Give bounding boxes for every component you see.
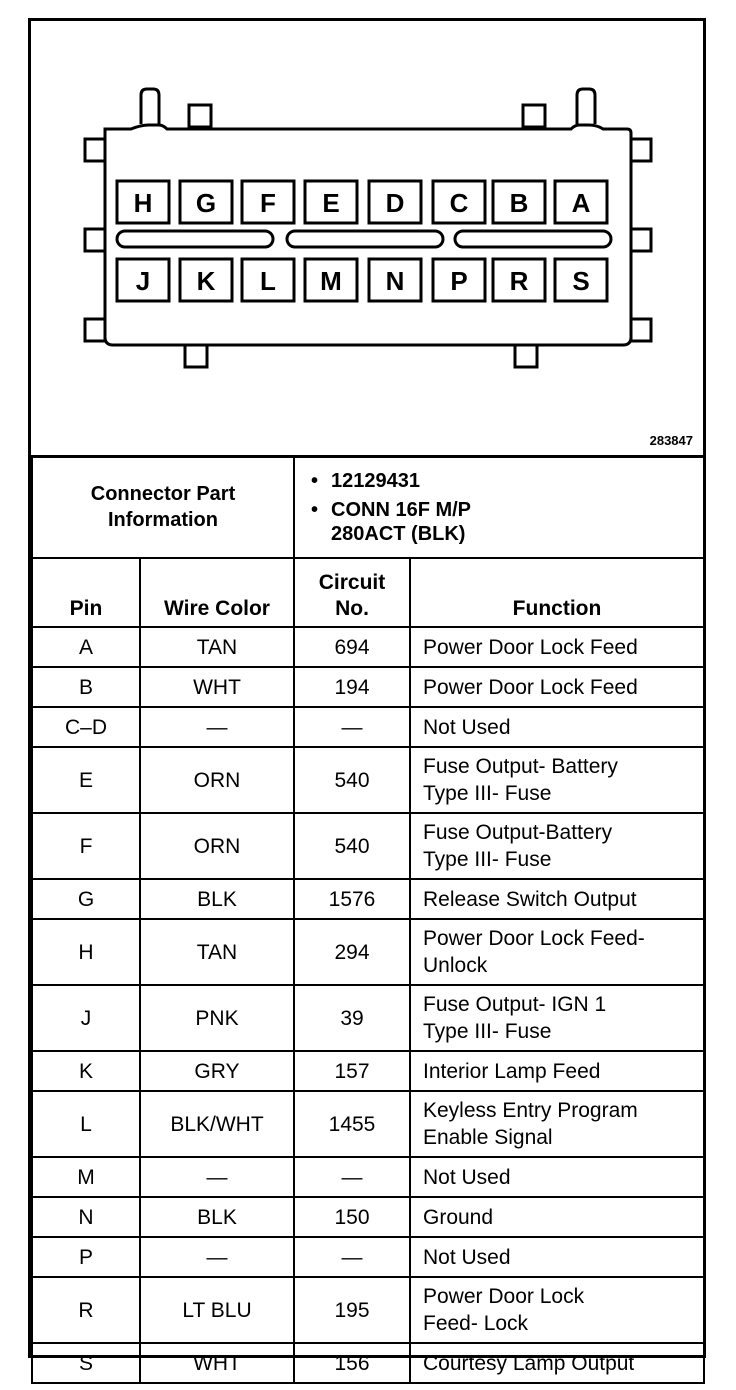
pin-cell: J xyxy=(32,985,140,1051)
circuit-cell: 194 xyxy=(294,667,410,707)
function-cell xyxy=(410,1091,704,1157)
pin-cell: S xyxy=(32,1343,140,1383)
function-line1: Interior Lamp Feed xyxy=(423,1059,601,1083)
function-cell xyxy=(410,667,704,707)
function-line1: Not Used xyxy=(423,715,511,739)
table-row xyxy=(32,667,704,707)
function-line1: Courtesy Lamp Output xyxy=(423,1351,635,1375)
header-pin: Pin xyxy=(32,558,140,627)
function-line2: Feed- Lock xyxy=(423,1312,529,1335)
wire-color-cell: WHT xyxy=(140,667,294,707)
wire-color-cell: PNK xyxy=(140,985,294,1051)
function-line2: Type III- Fuse xyxy=(423,782,552,805)
cavity-label: L xyxy=(260,266,276,296)
cavity-label: N xyxy=(385,266,405,296)
function-cell xyxy=(410,813,704,879)
table-row xyxy=(32,985,704,1051)
function-cell xyxy=(410,1343,704,1383)
circuit-cell: 39 xyxy=(294,985,410,1051)
function-line1: Release Switch Output xyxy=(423,887,637,911)
table-row xyxy=(32,1051,704,1091)
cavity-label: E xyxy=(322,188,340,218)
wire-color-cell: WHT xyxy=(140,1343,294,1383)
function-line2: Type III- Fuse xyxy=(423,848,552,871)
function-line1: Fuse Output- Battery xyxy=(423,755,618,778)
pin-cell: H xyxy=(32,919,140,985)
function-cell xyxy=(410,1051,704,1091)
wire-color-cell: — xyxy=(140,707,294,747)
cavity-label: P xyxy=(450,266,468,296)
wire-color-cell: LT BLU xyxy=(140,1277,294,1343)
cavity-label: A xyxy=(571,188,591,218)
part-info-label-line1: Connector Part xyxy=(90,483,236,505)
header-wire-color: Wire Color xyxy=(140,558,294,627)
wire-color-cell: GRY xyxy=(140,1051,294,1091)
table-row xyxy=(32,919,704,985)
connector-part-info xyxy=(31,455,705,559)
function-line1: Not Used xyxy=(423,1245,511,1269)
circuit-cell: 1576 xyxy=(294,879,410,919)
circuit-cell: — xyxy=(294,707,410,747)
pin-cell: E xyxy=(32,747,140,813)
cavity-label: H xyxy=(133,188,153,218)
circuit-cell: 540 xyxy=(294,747,410,813)
table-row xyxy=(32,627,704,667)
function-cell xyxy=(410,1277,704,1343)
circuit-cell: 1455 xyxy=(294,1091,410,1157)
function-line2: Type III- Fuse xyxy=(423,1020,552,1043)
circuit-cell: 195 xyxy=(294,1277,410,1343)
part-info-values xyxy=(294,456,704,558)
table-row xyxy=(32,879,704,919)
cavity-label: G xyxy=(195,188,217,218)
pin-cell: P xyxy=(32,1237,140,1277)
function-line1: Fuse Output- IGN 1 xyxy=(423,993,607,1016)
header-function: Function xyxy=(410,558,704,627)
header-circuit-line1: Circuit xyxy=(318,571,386,594)
wire-color-cell: BLK xyxy=(140,1197,294,1237)
function-cell xyxy=(410,627,704,667)
circuit-cell: 150 xyxy=(294,1197,410,1237)
function-line1: Ground xyxy=(423,1205,494,1229)
table-row xyxy=(32,747,704,813)
cavity-label: M xyxy=(320,266,342,296)
connector-outline xyxy=(105,125,631,345)
function-line1: Fuse Output-Battery xyxy=(423,821,613,844)
connector-sheet xyxy=(28,18,706,1375)
table-row xyxy=(32,1277,704,1343)
pinout-table xyxy=(31,557,705,1384)
part-number: • 12129431 xyxy=(331,469,695,493)
cavity-label: C xyxy=(449,188,469,218)
table-row xyxy=(32,1237,704,1277)
pin-cell: B xyxy=(32,667,140,707)
circuit-cell: 694 xyxy=(294,627,410,667)
part-description-line2: 280ACT (BLK) xyxy=(331,522,466,545)
function-line1: Keyless Entry Program xyxy=(423,1099,638,1122)
pin-cell: G xyxy=(32,879,140,919)
figure-number: 283847 xyxy=(649,433,693,448)
part-info-label-line2: Information xyxy=(108,509,218,531)
function-cell xyxy=(410,747,704,813)
table-row xyxy=(32,1197,704,1237)
function-line2: Enable Signal xyxy=(423,1126,553,1149)
cavity-label: K xyxy=(196,266,216,296)
connector-face-diagram xyxy=(31,21,703,455)
pin-cell: A xyxy=(32,627,140,667)
pin-cell: N xyxy=(32,1197,140,1237)
function-line1: Not Used xyxy=(423,1165,511,1189)
function-line1: Power Door Lock Feed- xyxy=(423,927,645,950)
table-row xyxy=(32,1343,704,1383)
cavity-label: D xyxy=(385,188,405,218)
wire-color-cell: ORN xyxy=(140,747,294,813)
wire-color-cell: BLK xyxy=(140,879,294,919)
cavity-label: F xyxy=(260,188,276,218)
function-cell xyxy=(410,1237,704,1277)
pinout-header-row xyxy=(32,558,704,627)
wire-color-cell: ORN xyxy=(140,813,294,879)
wire-color-cell: — xyxy=(140,1237,294,1277)
cavity-label: S xyxy=(572,266,590,296)
part-description-line1: CONN 16F M/P xyxy=(331,498,472,521)
circuit-cell: 156 xyxy=(294,1343,410,1383)
part-description xyxy=(331,498,695,546)
function-cell xyxy=(410,985,704,1051)
table-row xyxy=(32,707,704,747)
function-cell xyxy=(410,707,704,747)
cavity-label: J xyxy=(135,266,151,296)
function-line1: Power Door Lock xyxy=(423,1285,585,1308)
latch-left xyxy=(141,89,159,124)
header-circuit-line2: No. xyxy=(335,597,369,620)
pin-cell: K xyxy=(32,1051,140,1091)
function-cell xyxy=(410,1197,704,1237)
function-cell xyxy=(410,879,704,919)
table-row xyxy=(32,1157,704,1197)
wire-color-cell: — xyxy=(140,1157,294,1197)
latch-right xyxy=(577,89,595,124)
function-cell xyxy=(410,1157,704,1197)
function-line1: Power Door Lock Feed xyxy=(423,675,638,699)
wire-color-cell: TAN xyxy=(140,627,294,667)
pin-cell: C–D xyxy=(32,707,140,747)
pin-cell: L xyxy=(32,1091,140,1157)
function-line2: Unlock xyxy=(423,954,488,977)
wire-color-cell: BLK/WHT xyxy=(140,1091,294,1157)
table-row xyxy=(32,813,704,879)
function-cell xyxy=(410,919,704,985)
wire-color-cell: TAN xyxy=(140,919,294,985)
circuit-cell: — xyxy=(294,1157,410,1197)
connector-diagram-panel xyxy=(31,21,703,458)
part-info-label xyxy=(32,456,294,558)
pin-cell: M xyxy=(32,1157,140,1197)
circuit-cell: 540 xyxy=(294,813,410,879)
circuit-cell: 157 xyxy=(294,1051,410,1091)
cavity-label: R xyxy=(509,266,529,296)
function-line1: Power Door Lock Feed xyxy=(423,635,638,659)
circuit-cell: 294 xyxy=(294,919,410,985)
cavity-label: B xyxy=(509,188,529,218)
table-row xyxy=(32,1091,704,1157)
circuit-cell: — xyxy=(294,1237,410,1277)
pin-cell: R xyxy=(32,1277,140,1343)
pin-cell: F xyxy=(32,813,140,879)
header-circuit-no xyxy=(294,558,410,627)
